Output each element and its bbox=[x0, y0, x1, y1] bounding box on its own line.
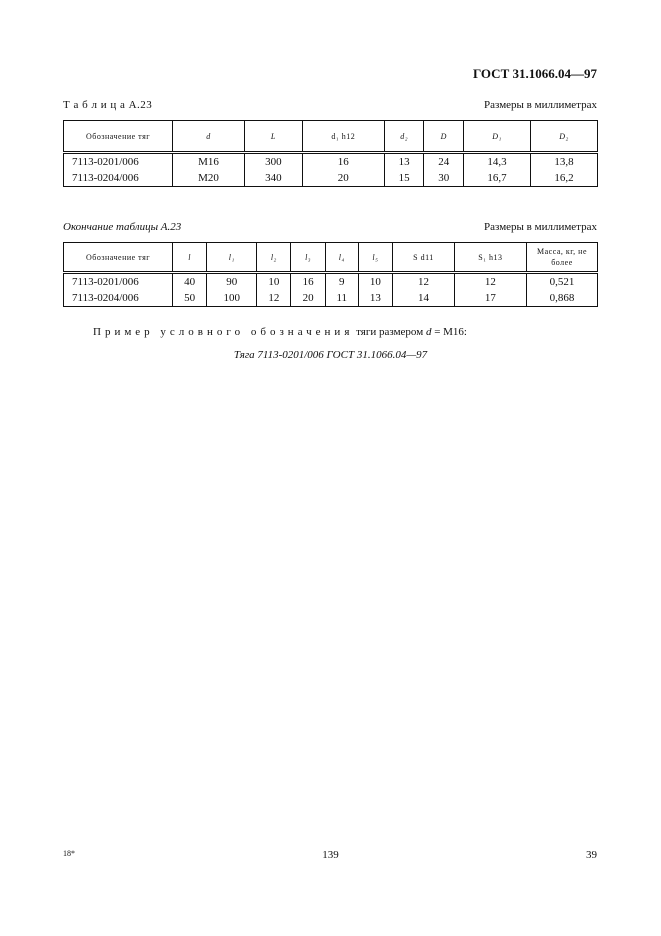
cell: 10 bbox=[257, 273, 291, 291]
col-l2: l₂ bbox=[257, 243, 291, 273]
col-d2: d₂ bbox=[384, 121, 424, 153]
col-S: S d11 bbox=[393, 243, 455, 273]
units-note: Размеры в миллиметрах bbox=[484, 99, 597, 111]
cell: 40 bbox=[173, 273, 207, 291]
cell: 340 bbox=[244, 170, 302, 187]
cell: 20 bbox=[302, 170, 384, 187]
example-designation: Тяга 7113-0201/006 ГОСТ 31.1066.04—97 bbox=[233, 349, 428, 361]
cell: M20 bbox=[173, 170, 245, 187]
cell: 0,868 bbox=[527, 290, 598, 307]
col-S1: S₁ h13 bbox=[454, 243, 526, 273]
col-L: L bbox=[244, 121, 302, 153]
cell: 16,2 bbox=[531, 170, 598, 187]
cell: 0,521 bbox=[527, 273, 598, 291]
cell: 10 bbox=[358, 273, 392, 291]
col-mass: Масса, кг, не более bbox=[527, 243, 598, 273]
cell: 9 bbox=[325, 273, 358, 291]
cell: 20 bbox=[291, 290, 325, 307]
cell: 13 bbox=[384, 153, 424, 171]
cell: 11 bbox=[325, 290, 358, 307]
col-D2: D₂ bbox=[531, 121, 598, 153]
cell: 300 bbox=[244, 153, 302, 171]
col-l3: l₃ bbox=[291, 243, 325, 273]
col-l5: l₅ bbox=[358, 243, 392, 273]
cell: 15 bbox=[384, 170, 424, 187]
cell: 100 bbox=[207, 290, 257, 307]
table-continuation-caption: Окончание таблицы А.23 bbox=[63, 221, 182, 233]
table-row bbox=[64, 153, 598, 171]
col-l4: l₄ bbox=[325, 243, 358, 273]
cell: M16 bbox=[173, 153, 245, 171]
footer-left: 18* bbox=[63, 849, 75, 858]
cell: 12 bbox=[393, 273, 455, 291]
col-designation: Обозначение тяг bbox=[64, 243, 173, 273]
cell: 50 bbox=[173, 290, 207, 307]
col-l1: l₁ bbox=[207, 243, 257, 273]
table-row bbox=[64, 170, 598, 187]
col-D1: D₁ bbox=[464, 121, 531, 153]
cell: 30 bbox=[424, 170, 464, 187]
col-designation: Обозначение тяг bbox=[64, 121, 173, 153]
units-note-2: Размеры в миллиметрах bbox=[484, 221, 597, 233]
col-l: l bbox=[173, 243, 207, 273]
dimensions-table-continued bbox=[63, 242, 598, 307]
cell: 16,7 bbox=[464, 170, 531, 187]
table-row bbox=[64, 273, 598, 291]
cell: 7113-0201/006 bbox=[64, 273, 173, 291]
cell: 90 bbox=[207, 273, 257, 291]
cell: 17 bbox=[454, 290, 526, 307]
cell: 16 bbox=[302, 153, 384, 171]
example-value: = M16: bbox=[431, 326, 467, 338]
col-d: d bbox=[173, 121, 245, 153]
example-line bbox=[93, 326, 467, 338]
cell: 13 bbox=[358, 290, 392, 307]
cell: 7113-0204/006 bbox=[64, 290, 173, 307]
standard-number: ГОСТ 31.1066.04—97 bbox=[472, 66, 597, 81]
example-var: d bbox=[425, 326, 432, 338]
cell: 13,8 bbox=[531, 153, 598, 171]
cell: 24 bbox=[424, 153, 464, 171]
col-D: D bbox=[424, 121, 464, 153]
cell: 16 bbox=[291, 273, 325, 291]
example-text: тяги размером bbox=[353, 326, 426, 338]
example-prefix: Пример условного обозначения bbox=[93, 326, 354, 338]
page-number: 139 bbox=[322, 849, 339, 861]
table-caption: Т а б л и ц а А.23 bbox=[63, 99, 153, 111]
cell: 12 bbox=[454, 273, 526, 291]
cell: 7113-0204/006 bbox=[64, 170, 173, 187]
footer-right: 39 bbox=[586, 849, 597, 861]
cell: 7113-0201/006 bbox=[64, 153, 173, 171]
cell: 14,3 bbox=[464, 153, 531, 171]
cell: 12 bbox=[257, 290, 291, 307]
dimensions-table bbox=[63, 120, 598, 187]
table-row bbox=[64, 290, 598, 307]
cell: 14 bbox=[393, 290, 455, 307]
col-d1: d₁ h12 bbox=[302, 121, 384, 153]
